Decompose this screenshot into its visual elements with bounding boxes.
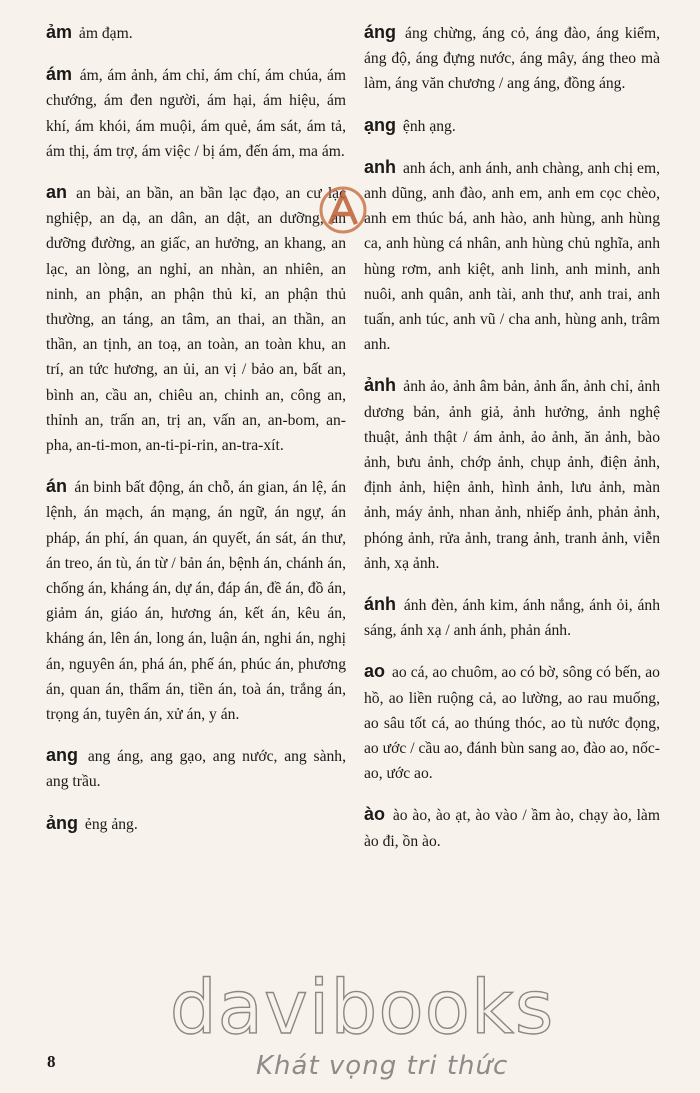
entry-headword: an (46, 182, 68, 203)
left-column (46, 20, 346, 853)
dictionary-entry (46, 743, 346, 794)
dictionary-entry (364, 659, 660, 786)
entry-definition: ao cá, ao chuôm, ao có bờ, sông có bến, ao hồ, ao liền ruộng cả, ao lường, ao rau muống, ao sâu tốt cá, ao thúng thóc, ao tù nước đọng, ao ước / cầu ao, đánh bùn sang ao, đào ao, nốc-ao, ước ao. (364, 664, 660, 783)
entry-headword: ao (364, 661, 386, 682)
dictionary-entry (364, 155, 660, 358)
publisher-tagline: Khát vọng tri thức (256, 1051, 509, 1081)
entry-definition: ám, ám ảnh, ám chỉ, ám chí, ám chúa, ám chướng, ám đen người, ám hại, ám hiệu, ám khí, ám khói, ám muội, ám quẻ, ám sát, ám tả, ám thị, ám trợ, ám việc / bị ám, đến ám, ma ám. (46, 67, 346, 160)
dictionary-entry (46, 811, 346, 837)
dictionary-entry (46, 20, 346, 46)
entry-headword: ang (46, 745, 79, 766)
dictionary-entry (46, 62, 346, 164)
entry-headword: ảnh (364, 375, 397, 396)
entry-definition: ào ào, ào ạt, ào vào / ầm ào, chạy ào, làm ào đi, ồn ào. (364, 807, 660, 850)
dictionary-entry (46, 474, 346, 727)
entry-headword: ảm (46, 22, 73, 42)
entry-definition: ệnh ạng. (402, 117, 456, 135)
entry-definition: án binh bất động, án chỗ, án gian, án lệ, án lệnh, án mạch, án mạng, án ngữ, án ngự, án pháp, án phí, án quan, án quyết, án sát, án thư, án treo, án tù, án từ / bản án, bệnh án, chánh án, chống án, kháng án, dự án, đáp án, đề án, đồ án, giảm án, giáo án, hương án, kết án, kêu án, kháng án, lên án, long án, luận án, nghi án, nghị án, nguyên án, phá án, phế án, phúc án, phương án, quan án, thẩm án, tiền án, toà án, trắng án, trọng án, tuyên án, xử án, y án. (46, 479, 346, 724)
page-number: 8 (47, 1052, 56, 1071)
entry-headword: ảng (46, 812, 79, 833)
dictionary-entry (364, 802, 660, 853)
dictionary-entry (364, 373, 660, 576)
publisher-watermark: davibooks (169, 965, 555, 1051)
right-column (364, 20, 660, 870)
entry-headword: ám (46, 64, 73, 85)
entry-headword: ào (364, 804, 386, 825)
entry-headword: ạng (364, 114, 397, 135)
entry-definition: áng chừng, áng cỏ, áng đào, áng kiểm, áng độ, áng đựng nước, áng mây, áng theo mà làm, áng văn chương / ang áng, đồng áng. (364, 25, 661, 93)
entry-definition: ẻng ảng. (84, 815, 138, 833)
dictionary-entry (364, 592, 660, 643)
entry-headword: án (46, 476, 68, 497)
entry-headword: ánh (364, 594, 397, 615)
entry-headword: áng (364, 22, 397, 42)
entry-definition: ảnh ảo, ảnh âm bản, ảnh ẩn, ảnh chỉ, ảnh dương bản, ảnh giả, ảnh hưởng, ảnh nghệ thuật, ảnh thật / ám ảnh, ảo ảnh, ăn ảnh, bào ảnh, bưu ảnh, chớp ảnh, chụp ảnh, điện ảnh, định ảnh, hiện ảnh, hình ảnh, lưu ảnh, màn ảnh, máy ảnh, nhan ảnh, nhiếp ảnh, phản ảnh, phóng ảnh, rửa ảnh, trang ảnh, tranh ảnh, viễn ảnh, xạ ảnh. (364, 378, 660, 572)
library-stamp (318, 184, 368, 236)
entry-definition: anh ách, anh ánh, anh chàng, anh chị em, anh dũng, anh đào, anh em, anh em cọc chèo, anh em thúc bá, anh hào, anh hùng, anh hùng ca, anh hùng cá nhân, anh hùng chủ nghĩa, anh hùng rơm, anh kiệt, anh linh, anh minh, anh nuôi, anh quân, anh tài, anh thư, anh trai, anh tuấn, anh túc, anh vũ / cha anh, hùng anh, trâm anh. (364, 159, 660, 354)
entry-definition: ánh đèn, ánh kim, ánh nắng, ánh ỏi, ánh sáng, ánh xạ / anh ánh, phản ánh. (364, 597, 660, 640)
entry-headword: anh (364, 156, 397, 177)
dictionary-entry (364, 113, 660, 139)
entry-definition: ảm đạm. (78, 25, 133, 42)
entry-definition: ang áng, ang gạo, ang nước, ang sành, ang trầu. (46, 748, 346, 791)
dictionary-entry (364, 20, 660, 97)
entry-definition: an bài, an bần, an bần lạc đạo, an cư lạc nghiệp, an dạ, an dân, an dật, an dưỡng, an dưỡng đường, an giấc, an hưởng, an khang, an lạc, an lòng, an nghỉ, an nhàn, an nhiên, an ninh, an phận, an phận thủ kỉ, an phận thủ thường, an táng, an tâm, an thai, an thần, an thần, an tịnh, an toạ, an toàn, an toàn khu, an trí, an tức hương, an ủi, an vị / bảo an, bất an, bình an, cầu an, chiêu an, chinh an, công an, thỉnh an, trấn an, trị an, vấn an, an-bom, an-pha, an-ti-mon, an-ti-pi-rin, an-tra-xít. (46, 185, 346, 455)
dictionary-entry (46, 180, 346, 458)
